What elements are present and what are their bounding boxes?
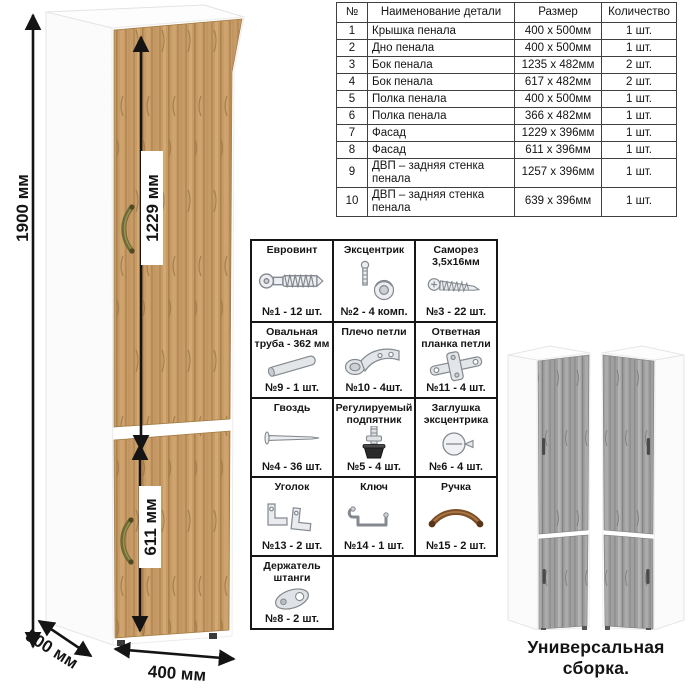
table-row <box>337 108 677 125</box>
part-num: 10 <box>337 187 368 216</box>
part-size: 400 х 500мм <box>515 40 602 57</box>
part-name: Бок пенала <box>368 74 515 91</box>
universal-left-cabinet <box>508 346 590 630</box>
part-size: 1235 х 482мм <box>515 57 602 74</box>
universal-door-handle-icon <box>647 438 650 455</box>
depth-dimension-label: 500 мм <box>22 625 82 673</box>
hardware-item-count: №3 - 22 шт. <box>425 306 487 318</box>
part-name: Крышка пенала <box>368 23 515 40</box>
part-qty: 1 шт. <box>602 187 677 216</box>
upper-door <box>114 19 242 427</box>
parts-table <box>336 2 677 217</box>
hardware-item-count: №15 - 2 шт. <box>425 540 487 552</box>
hardware-item-count: №13 - 2 шт. <box>261 540 323 552</box>
eccentric-cam-icon <box>334 256 414 306</box>
table-row <box>337 159 677 188</box>
part-qty: 1 шт. <box>602 142 677 159</box>
part-num: 6 <box>337 108 368 125</box>
part-qty: 2 шт. <box>602 74 677 91</box>
hardware-row <box>250 321 498 399</box>
hardware-item-count: №8 - 2 шт. <box>265 613 319 625</box>
hardware-cell <box>332 397 416 478</box>
part-size: 1257 х 396мм <box>515 159 602 188</box>
part-qty: 1 шт. <box>602 159 677 188</box>
table-row <box>337 187 677 216</box>
hardware-row <box>250 239 498 323</box>
part-num: 2 <box>337 40 368 57</box>
table-row <box>337 23 677 40</box>
hardware-cell <box>250 239 334 323</box>
part-num: 3 <box>337 57 368 74</box>
hardware-item-title: Ответная планка петли <box>421 326 491 351</box>
part-name: Фасад <box>368 125 515 142</box>
table-row <box>337 57 677 74</box>
hardware-item-title: Эксцентрик <box>343 244 405 256</box>
small-screw-icon <box>416 268 496 306</box>
hardware-row <box>250 555 498 630</box>
hardware-item-title: Ключ <box>360 481 388 493</box>
lower-door-dimension-label: 611 мм <box>140 498 160 556</box>
hardware-item-count: №5 - 4 шт. <box>347 461 401 473</box>
hardware-cell <box>332 239 416 323</box>
rod-holder-icon <box>252 584 332 613</box>
part-size: 617 х 482мм <box>515 74 602 91</box>
part-num: 7 <box>337 125 368 142</box>
hardware-item-count: №6 - 4 шт. <box>429 461 483 473</box>
cabinet-foot <box>209 633 217 639</box>
cabinet-foot <box>117 640 125 646</box>
table-row <box>337 142 677 159</box>
universal-door-handle-icon <box>543 569 546 584</box>
table-row <box>337 40 677 57</box>
hinge-plate-icon <box>416 350 496 382</box>
hardware-cell <box>414 476 498 557</box>
hardware-cell <box>414 321 498 399</box>
part-name: ДВП – задняя стенка пенала <box>368 187 515 216</box>
hardware-grid <box>250 239 498 630</box>
hardware-item-title: Гвоздь <box>273 402 311 414</box>
cabinet-illustration <box>0 0 260 689</box>
part-name: ДВП – задняя стенка пенала <box>368 159 515 188</box>
corner-bracket-icon <box>252 493 332 540</box>
width-dimension-arrow <box>115 649 234 659</box>
table-row <box>337 91 677 108</box>
handle-icon <box>416 493 496 540</box>
part-size: 639 х 396мм <box>515 187 602 216</box>
hardware-item-count: №2 - 4 комп. <box>340 306 408 318</box>
confirmat-screw-icon <box>252 256 332 306</box>
hardware-cell <box>250 476 334 557</box>
hardware-item-count: №9 - 1 шт. <box>265 382 319 394</box>
part-num: 5 <box>337 91 368 108</box>
cam-key-icon <box>334 493 414 540</box>
part-name: Полка пенала <box>368 108 515 125</box>
hardware-cell <box>414 239 498 323</box>
cam-cap-icon <box>416 426 496 461</box>
part-num: 8 <box>337 142 368 159</box>
universal-door-handle-icon <box>646 569 649 584</box>
part-size: 611 х 396мм <box>515 142 602 159</box>
upper-door-dimension-label: 1229 мм <box>142 174 162 242</box>
hardware-cell <box>332 321 416 399</box>
hardware-item-title: Саморез 3,5х16мм <box>432 244 480 269</box>
hardware-item-count: №4 - 36 шт. <box>261 461 323 473</box>
height-dimension-label: 1900 мм <box>12 174 32 242</box>
hardware-item-title: Уголок <box>274 481 310 493</box>
hardware-item-count: №10 - 4шт. <box>345 382 403 394</box>
hardware-row <box>250 397 498 478</box>
universal-assembly <box>492 330 700 679</box>
part-size: 1229 х 396мм <box>515 125 602 142</box>
part-size: 400 х 500мм <box>515 23 602 40</box>
universal-door-handle-icon <box>542 438 545 455</box>
adjustable-foot-icon <box>334 426 414 461</box>
hardware-item-title: Держатель штанги <box>263 560 321 585</box>
universal-assembly-illustration <box>492 330 700 630</box>
part-qty: 1 шт. <box>602 125 677 142</box>
part-qty: 1 шт. <box>602 108 677 125</box>
cabinet-left-side <box>46 12 113 645</box>
part-name: Фасад <box>368 142 515 159</box>
header-qty: Количество <box>602 3 677 23</box>
part-qty: 1 шт. <box>602 40 677 57</box>
part-size: 366 х 482мм <box>515 108 602 125</box>
hardware-item-title: Евровинт <box>266 244 318 256</box>
lower-door <box>114 431 230 638</box>
hardware-cell <box>414 397 498 478</box>
universal-right-cabinet <box>602 346 684 630</box>
part-qty: 2 шт. <box>602 57 677 74</box>
universal-assembly-caption: Универсальная сборка. <box>527 637 665 678</box>
hinge-arm-icon <box>334 338 414 382</box>
oval-tube-icon <box>252 350 332 382</box>
hardware-item-title: Овальная труба - 362 мм <box>254 326 330 351</box>
part-qty: 1 шт. <box>602 23 677 40</box>
table-row <box>337 125 677 142</box>
part-num: 9 <box>337 159 368 188</box>
table-row <box>337 74 677 91</box>
part-size: 400 х 500мм <box>515 91 602 108</box>
header-size: Размер <box>515 3 602 23</box>
hardware-item-title: Ручка <box>440 481 472 493</box>
header-num: № <box>337 3 368 23</box>
width-dimension-label: 400 мм <box>147 661 207 685</box>
part-qty: 1 шт. <box>602 91 677 108</box>
part-num: 1 <box>337 23 368 40</box>
hardware-cell <box>250 397 334 478</box>
hardware-item-title: Плечо петли <box>341 326 407 338</box>
hardware-row <box>250 476 498 557</box>
part-name: Дно пенала <box>368 40 515 57</box>
hardware-cell <box>250 555 334 630</box>
part-name: Бок пенала <box>368 57 515 74</box>
hardware-cell <box>332 476 416 557</box>
hardware-cell <box>250 321 334 399</box>
hardware-item-title: Регулируемый подпятник <box>335 402 413 427</box>
hardware-item-title: Заглушка эксцентрика <box>423 402 489 427</box>
part-name: Полка пенала <box>368 91 515 108</box>
hardware-item-count: №1 - 12 шт. <box>261 306 323 318</box>
header-name: Наименование детали <box>368 3 515 23</box>
nail-icon <box>252 414 332 461</box>
hardware-item-count: №14 - 1 шт. <box>343 540 405 552</box>
hardware-item-count: №11 - 4 шт. <box>426 382 486 394</box>
part-num: 4 <box>337 74 368 91</box>
table-header-row <box>337 3 677 23</box>
